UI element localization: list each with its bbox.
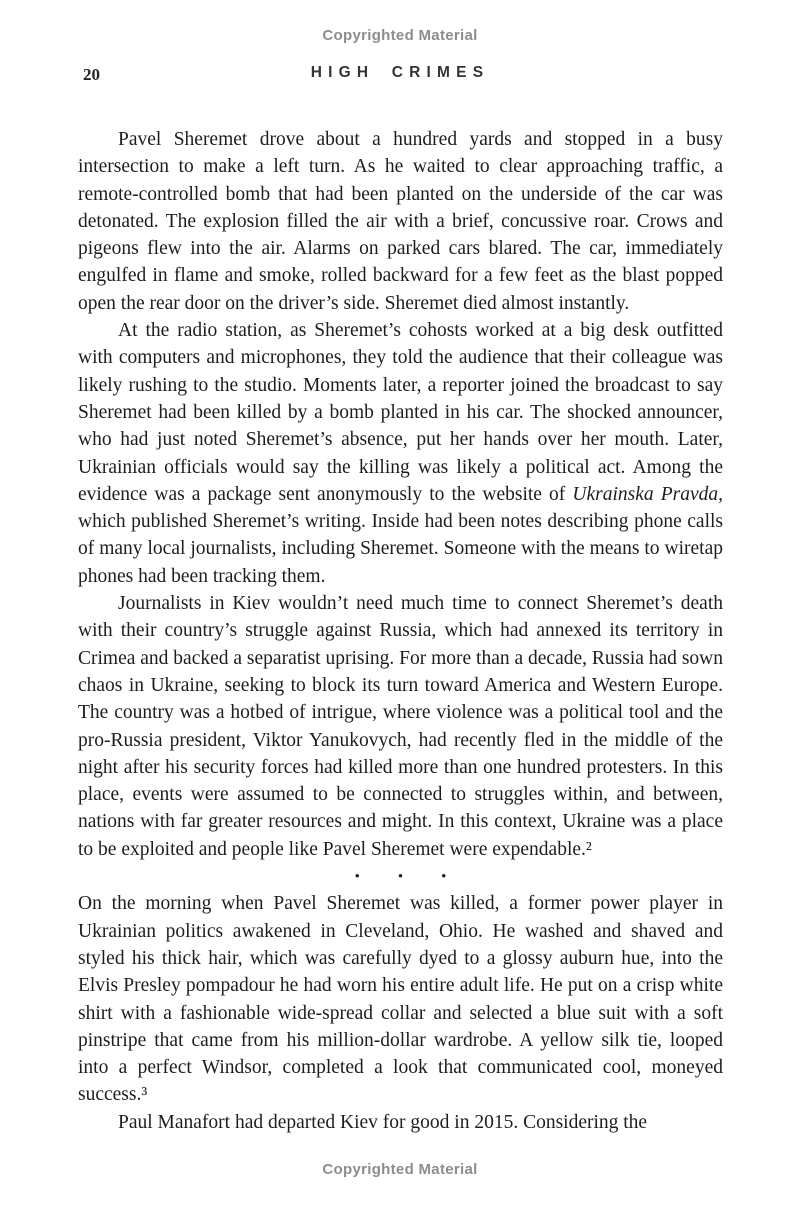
section-break-dot: •: [441, 868, 447, 885]
section-break-dot: •: [354, 868, 360, 885]
text-run: Journalists in Kiev wouldn’t need much time to connect Sheremet’s death with their country’s struggle against Russia, which had annexed its territory in Crimea and backed a separatist uprising. For more than a decade, Russia had sown chaos in Ukraine, seeking to block its turn toward America and Western Europe. The country was a hotbed of intrigue, where violence was a political tool and the pro-Russia president, Viktor Yanukovych, had recently fled in the middle of the night after his security forces had killed more than one hundred protesters. In this place, events were assumed to be connected to struggles within, and between, nations with far greater resources and might. In this context, Ukraine was a place to be exploited and people like Pavel Sheremet were expendable.²: [78, 593, 723, 860]
italic-text-run: Ukrainska Pravda,: [572, 483, 723, 505]
text-run: On the morning when Pavel Sheremet was killed, a former power player in Ukrainian politics awakened in Cleveland, Ohio. He washed and shaved and styled his thick hair, which was carefully dyed to a glossy auburn hue, into the Elvis Presley pompadour he had worn his entire adult life. He put on a crisp white shirt with a fashionable wide-spread collar and selected a blue suit with a soft pinstripe that came from his million-dollar wardrobe. A yellow silk tie, looped into a perfect Windsor, completed a look that communicated cool, moneyed success.³: [78, 893, 723, 1106]
paragraph: [78, 1109, 723, 1136]
text-run: Paul Manafort had departed Kiev for good in 2015. Considering the: [118, 1111, 648, 1133]
text-run: Pavel Sheremet drove about a hundred yards and stopped in a busy intersection to make a left turn. As he waited to clear approaching traffic, a remote-controlled bomb that had been planted on the underside of the car was detonated. The explosion filled the air with a brief, concussive roar. Crows and pigeons flew into the air. Alarms on parked cars blared. The car, immediately engulfed in flame and smoke, rolled backward for a few feet as the blast popped open the rear door on the driver’s side. Sheremet died almost instantly.: [78, 129, 723, 314]
text-run: which published Sheremet’s writing. Inside had been notes describing phone calls of many local journalists, including Sheremet. Someone with the means to wiretap phones had been tracking them.: [78, 511, 723, 587]
paragraph: [78, 890, 723, 1108]
copyright-notice-bottom: Copyrighted Material: [322, 1161, 478, 1178]
section-break-dot: •: [397, 868, 404, 885]
body-content: [78, 126, 723, 1136]
page-number: 20: [83, 65, 100, 84]
running-head-title: HIGH CRIMES: [310, 64, 490, 81]
paragraph: [78, 590, 723, 863]
paragraph: [78, 126, 723, 317]
running-header: [78, 64, 722, 86]
paragraph: [78, 317, 723, 590]
copyright-notice-top: Copyrighted Material: [322, 27, 478, 44]
text-run: At the radio station, as Sheremet’s cohosts worked at a big desk outfitted with computers and microphones, they told the audience that their colleague was likely rushing to the studio. Moments later, a reporter joined the broadcast to say Sheremet had been killed by a bomb planted in his car. The shocked announcer, who had just noted Sheremet’s absence, put her hands over her mouth. Later, Ukrainian officials would say the killing was likely a political act. Among the evidence was a package sent anonymously to the website of: [78, 320, 723, 505]
section-break: [78, 863, 723, 890]
